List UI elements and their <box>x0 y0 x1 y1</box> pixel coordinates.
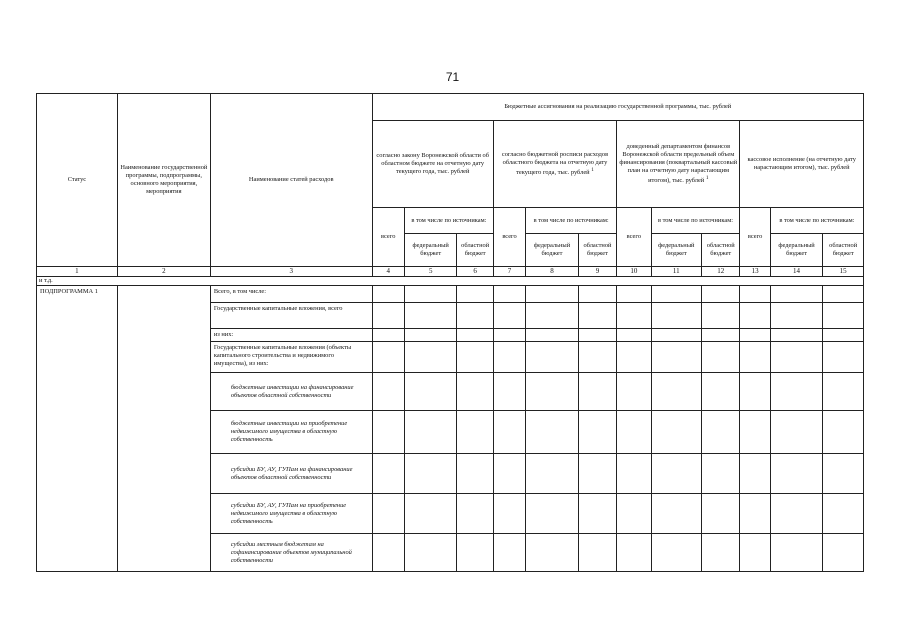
header-federal: федеральный бюджет <box>651 234 702 267</box>
header-expense-name: Наименование статей расходов <box>210 94 372 267</box>
column-number: 1 <box>37 267 118 277</box>
header-total: всего <box>493 208 525 267</box>
expense-item: субсидии БУ, АУ, ГУПам на приобретение недвижимого имущества в областную собственность <box>210 494 372 534</box>
header-by-sources: в том числе по источникам: <box>651 208 740 234</box>
table-row <box>37 286 864 303</box>
expense-item: Государственные капитальные вложения (объекты капитального строительства и недвижимого имущества), из них: <box>210 342 372 373</box>
header-group-law: согласно закону Воронежской области об областном бюджете на отчетную дату текущего года, тыс. рублей <box>372 121 493 208</box>
column-number-row <box>37 267 864 277</box>
header-federal: федеральный бюджет <box>526 234 579 267</box>
header-program-name: Наименование государственной программы, подпрограммы, основного мероприятия, мероприятия <box>117 94 210 267</box>
header-total: всего <box>372 208 404 267</box>
subprogram-name-cell <box>117 286 210 572</box>
header-by-sources: в том числе по источникам: <box>526 208 617 234</box>
etc-label: и т.д. <box>37 277 864 286</box>
expense-item: Государственные капитальные вложения, всего <box>210 303 372 329</box>
header-regional: областной бюджет <box>823 234 864 267</box>
column-number: 3 <box>210 267 372 277</box>
header-group-limit: доведенный департаментом финансов Воронежской области предельный объем финансирования (поквартальный кассовый план на отчетную дату нарастающим итогом), тыс. рублей $^1$ <box>617 121 740 208</box>
expense-item: субсидии БУ, АУ, ГУПам на финансирование объектов областной собственности <box>210 454 372 494</box>
header-by-sources: в том числе по источникам: <box>404 208 493 234</box>
header-regional: областной бюджет <box>457 234 493 267</box>
etc-row <box>37 277 864 286</box>
header-total: всего <box>617 208 651 267</box>
header-budget-group: Бюджетные ассигнования на реализацию государственной программы, тыс. рублей <box>372 94 863 121</box>
expense-item: Всего, в том числе: <box>210 286 372 303</box>
expense-item: бюджетные инвестиции на приобретение недвижимого имущества в областную собственность <box>210 411 372 454</box>
header-federal: федеральный бюджет <box>770 234 823 267</box>
expense-item: субсидии местным бюджетам на софинансирование объектов муниципальной собственности <box>210 534 372 572</box>
page-number: 71 <box>445 70 460 84</box>
column-number: 5 <box>404 267 457 277</box>
column-number: 14 <box>770 267 823 277</box>
column-number: 13 <box>740 267 770 277</box>
column-number: 9 <box>578 267 616 277</box>
header-total: всего <box>740 208 770 267</box>
column-number: 12 <box>702 267 740 277</box>
header-regional: областной бюджет <box>578 234 616 267</box>
column-number: 4 <box>372 267 404 277</box>
column-number: 6 <box>457 267 493 277</box>
column-number: 10 <box>617 267 651 277</box>
header-federal: федеральный бюджет <box>404 234 457 267</box>
expense-item: из них: <box>210 329 372 342</box>
expense-item: бюджетные инвестиции на финансирование объектов областной собственности <box>210 373 372 411</box>
column-number: 8 <box>526 267 579 277</box>
header-status: Статус <box>37 94 118 267</box>
column-number: 15 <box>823 267 864 277</box>
column-number: 7 <box>493 267 525 277</box>
header-regional: областной бюджет <box>702 234 740 267</box>
header-group-schedule: согласно бюджетной росписи расходов областного бюджета на отчетную дату текущего года, тыс. рублей $^1$ <box>493 121 616 208</box>
budget-table <box>36 93 864 572</box>
header-group-cash: кассовое исполнение (на отчетную дату нарастающим итогом), тыс. рублей <box>740 121 864 208</box>
header-by-sources: в том числе по источникам: <box>770 208 863 234</box>
subprogram-status: ПОДПРОГРАММА 1 <box>37 286 118 572</box>
column-number: 2 <box>117 267 210 277</box>
column-number: 11 <box>651 267 702 277</box>
